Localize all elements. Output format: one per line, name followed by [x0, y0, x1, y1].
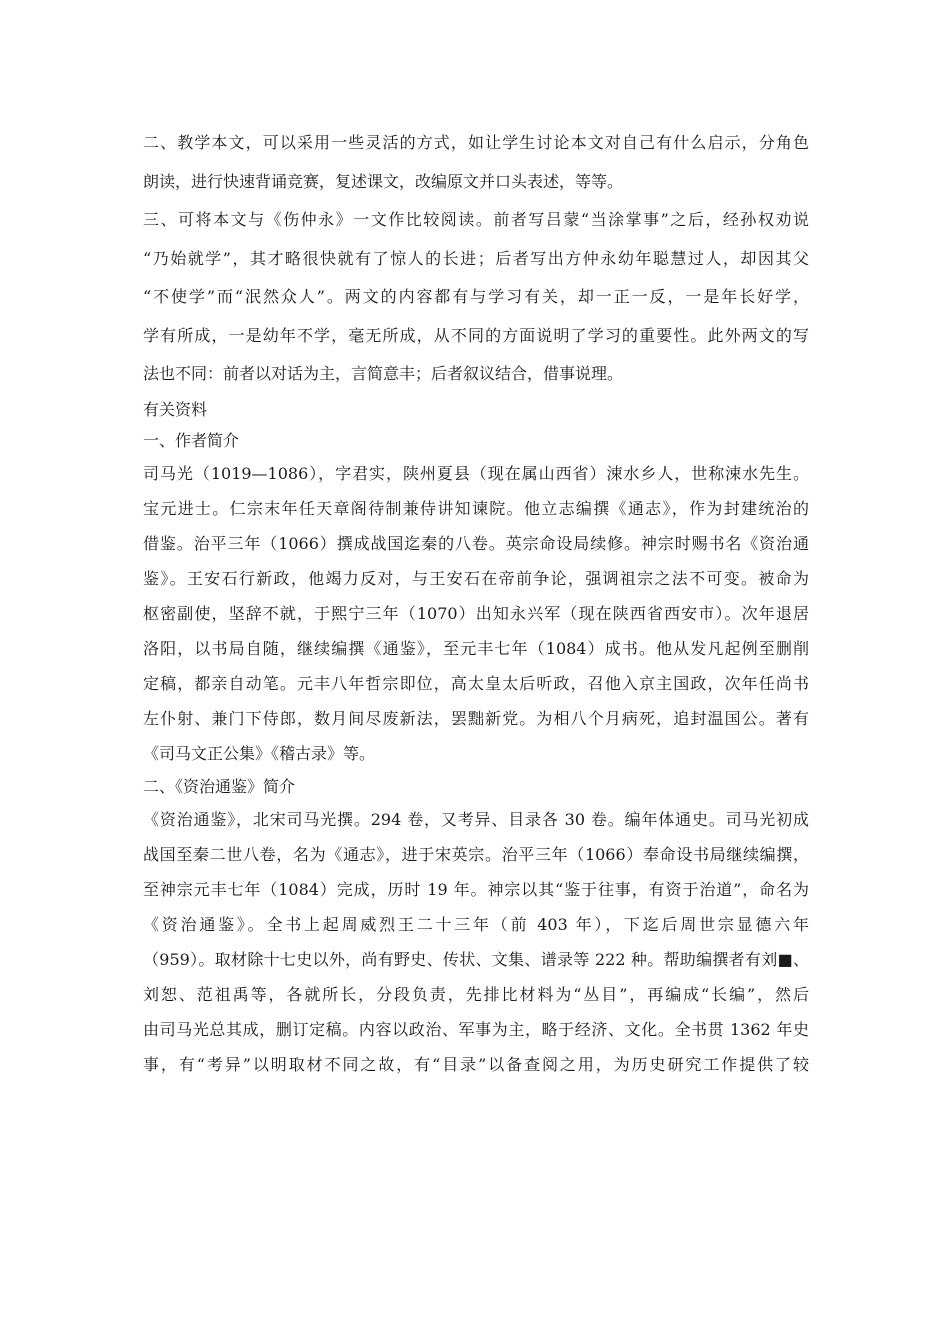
paragraph-line: 定稿，都亲自动笔。元丰八年哲宗即位，高太皇太后听政，召他入京主国政，次年任尚书 [143, 673, 809, 693]
paragraph-line: 事，有“考异”以明取材不同之故，有“目录”以备查阅之用，为历史研究工作提供了较 [143, 1054, 809, 1074]
teaching-item-2 [143, 124, 809, 201]
paragraph-line: 刘恕、范祖禹等，各就所长，分段负责，先排比材料为“丛目”，再编成“长编”，然后 [143, 984, 809, 1004]
paragraph-line: 鉴》。王安石行新政，他竭力反对，与王安石在帝前争论，强调祖宗之法不可变。被命为 [143, 568, 809, 588]
paragraph-line: 法也不同：前者以对话为主，言简意丰；后者叙议结合，借事说理。 [143, 364, 624, 383]
paragraph-line: 至神宗元丰七年（1084）完成，历时 19 年。神宗以其“鉴于往事，有资于治道”，命名为 [143, 879, 809, 899]
paragraph-line: 由司马光总其成，删订定稿。内容以政治、军事为主，略于经济、文化。全书贯 1362 年史 [143, 1019, 809, 1039]
paragraph-line: “不使学”而“泯然众人”。两文的内容都有与学习有关，却一正一反，一是年长好学， [143, 287, 809, 306]
paragraph-line: 《司马文正公集》《稽古录》等。 [143, 743, 376, 763]
paragraph-line: （959）。取材除十七史以外，尚有野史、传状、文集、谱录等 222 种。帮助编撰者有刘■、 [143, 949, 809, 969]
paragraph-line: 朗读，进行快速背诵竞赛，复述课文，改编原文并口头表述，等等。 [143, 171, 624, 191]
paragraph-line: 三、可将本文与《伤仲永》一文作比较阅读。前者写吕蒙“当涂掌事”之后，经孙权劝说 [143, 210, 809, 229]
paragraph-line: 学有所成，一是幼年不学，毫无所成，从不同的方面说明了学习的重要性。此外两文的写 [143, 325, 809, 345]
paragraph-line: 二、教学本文，可以采用一些灵活的方式，如让学生讨论本文对自己有什么启示，分角色 [143, 133, 809, 152]
paragraph-line: 《资治通鉴》。全书上起周威烈王二十三年（前 403 年），下迄后周世宗显德六年 [143, 914, 809, 934]
paragraph-line: 司马光（1019—1086），字君实，陕州夏县（现在属山西省）涑水乡人，世称涑水先生。 [143, 463, 809, 483]
paragraph-line: 战国至秦二世八卷，名为《通志》，进于宋英宗。治平三年（1066）奉命设书局继续编撰， [143, 844, 809, 864]
teaching-item-3 [143, 201, 809, 394]
book-intro [143, 802, 809, 1082]
paragraph-line: 借鉴。治平三年（1066）撰成战国迄秦的八卷。英宗命设局续修。神宗时赐书名《资治通 [143, 533, 809, 553]
paragraph-line: 左仆射、兼门下侍郎，数月间尽废新法，罢黜新党。为相八个月病死，追封温国公。著有 [143, 708, 809, 728]
paragraph-line: “乃始就学”，其才略很快就有了惊人的长进；后者写出方仲永幼年聪慧过人，却因其父 [143, 248, 809, 268]
paragraph-line: 《资治通鉴》，北宋司马光撰。294 卷，又考异、目录各 30 卷。编年体通史。司马光初成 [143, 809, 809, 829]
author-intro [143, 456, 809, 771]
author-heading: 一、作者简介 [143, 430, 240, 450]
paragraph-line: 枢密副使，坚辞不就，于熙宁三年（1070）出知永兴军（现在陕西省西安市）。次年退居 [143, 603, 809, 623]
paragraph-line: 洛阳，以书局自随，继续编撰《通鉴》，至元丰七年（1084）成书。他从发凡起例至删削 [143, 638, 809, 658]
resources-title: 有关资料 [143, 399, 208, 419]
paragraph-line: 宝元进士。仁宗末年任天章阁待制兼侍讲知谏院。他立志编撰《通志》，作为封建统治的 [143, 498, 809, 518]
document-page [143, 124, 809, 1082]
book-heading: 二、《资治通鉴》简介 [143, 776, 296, 796]
